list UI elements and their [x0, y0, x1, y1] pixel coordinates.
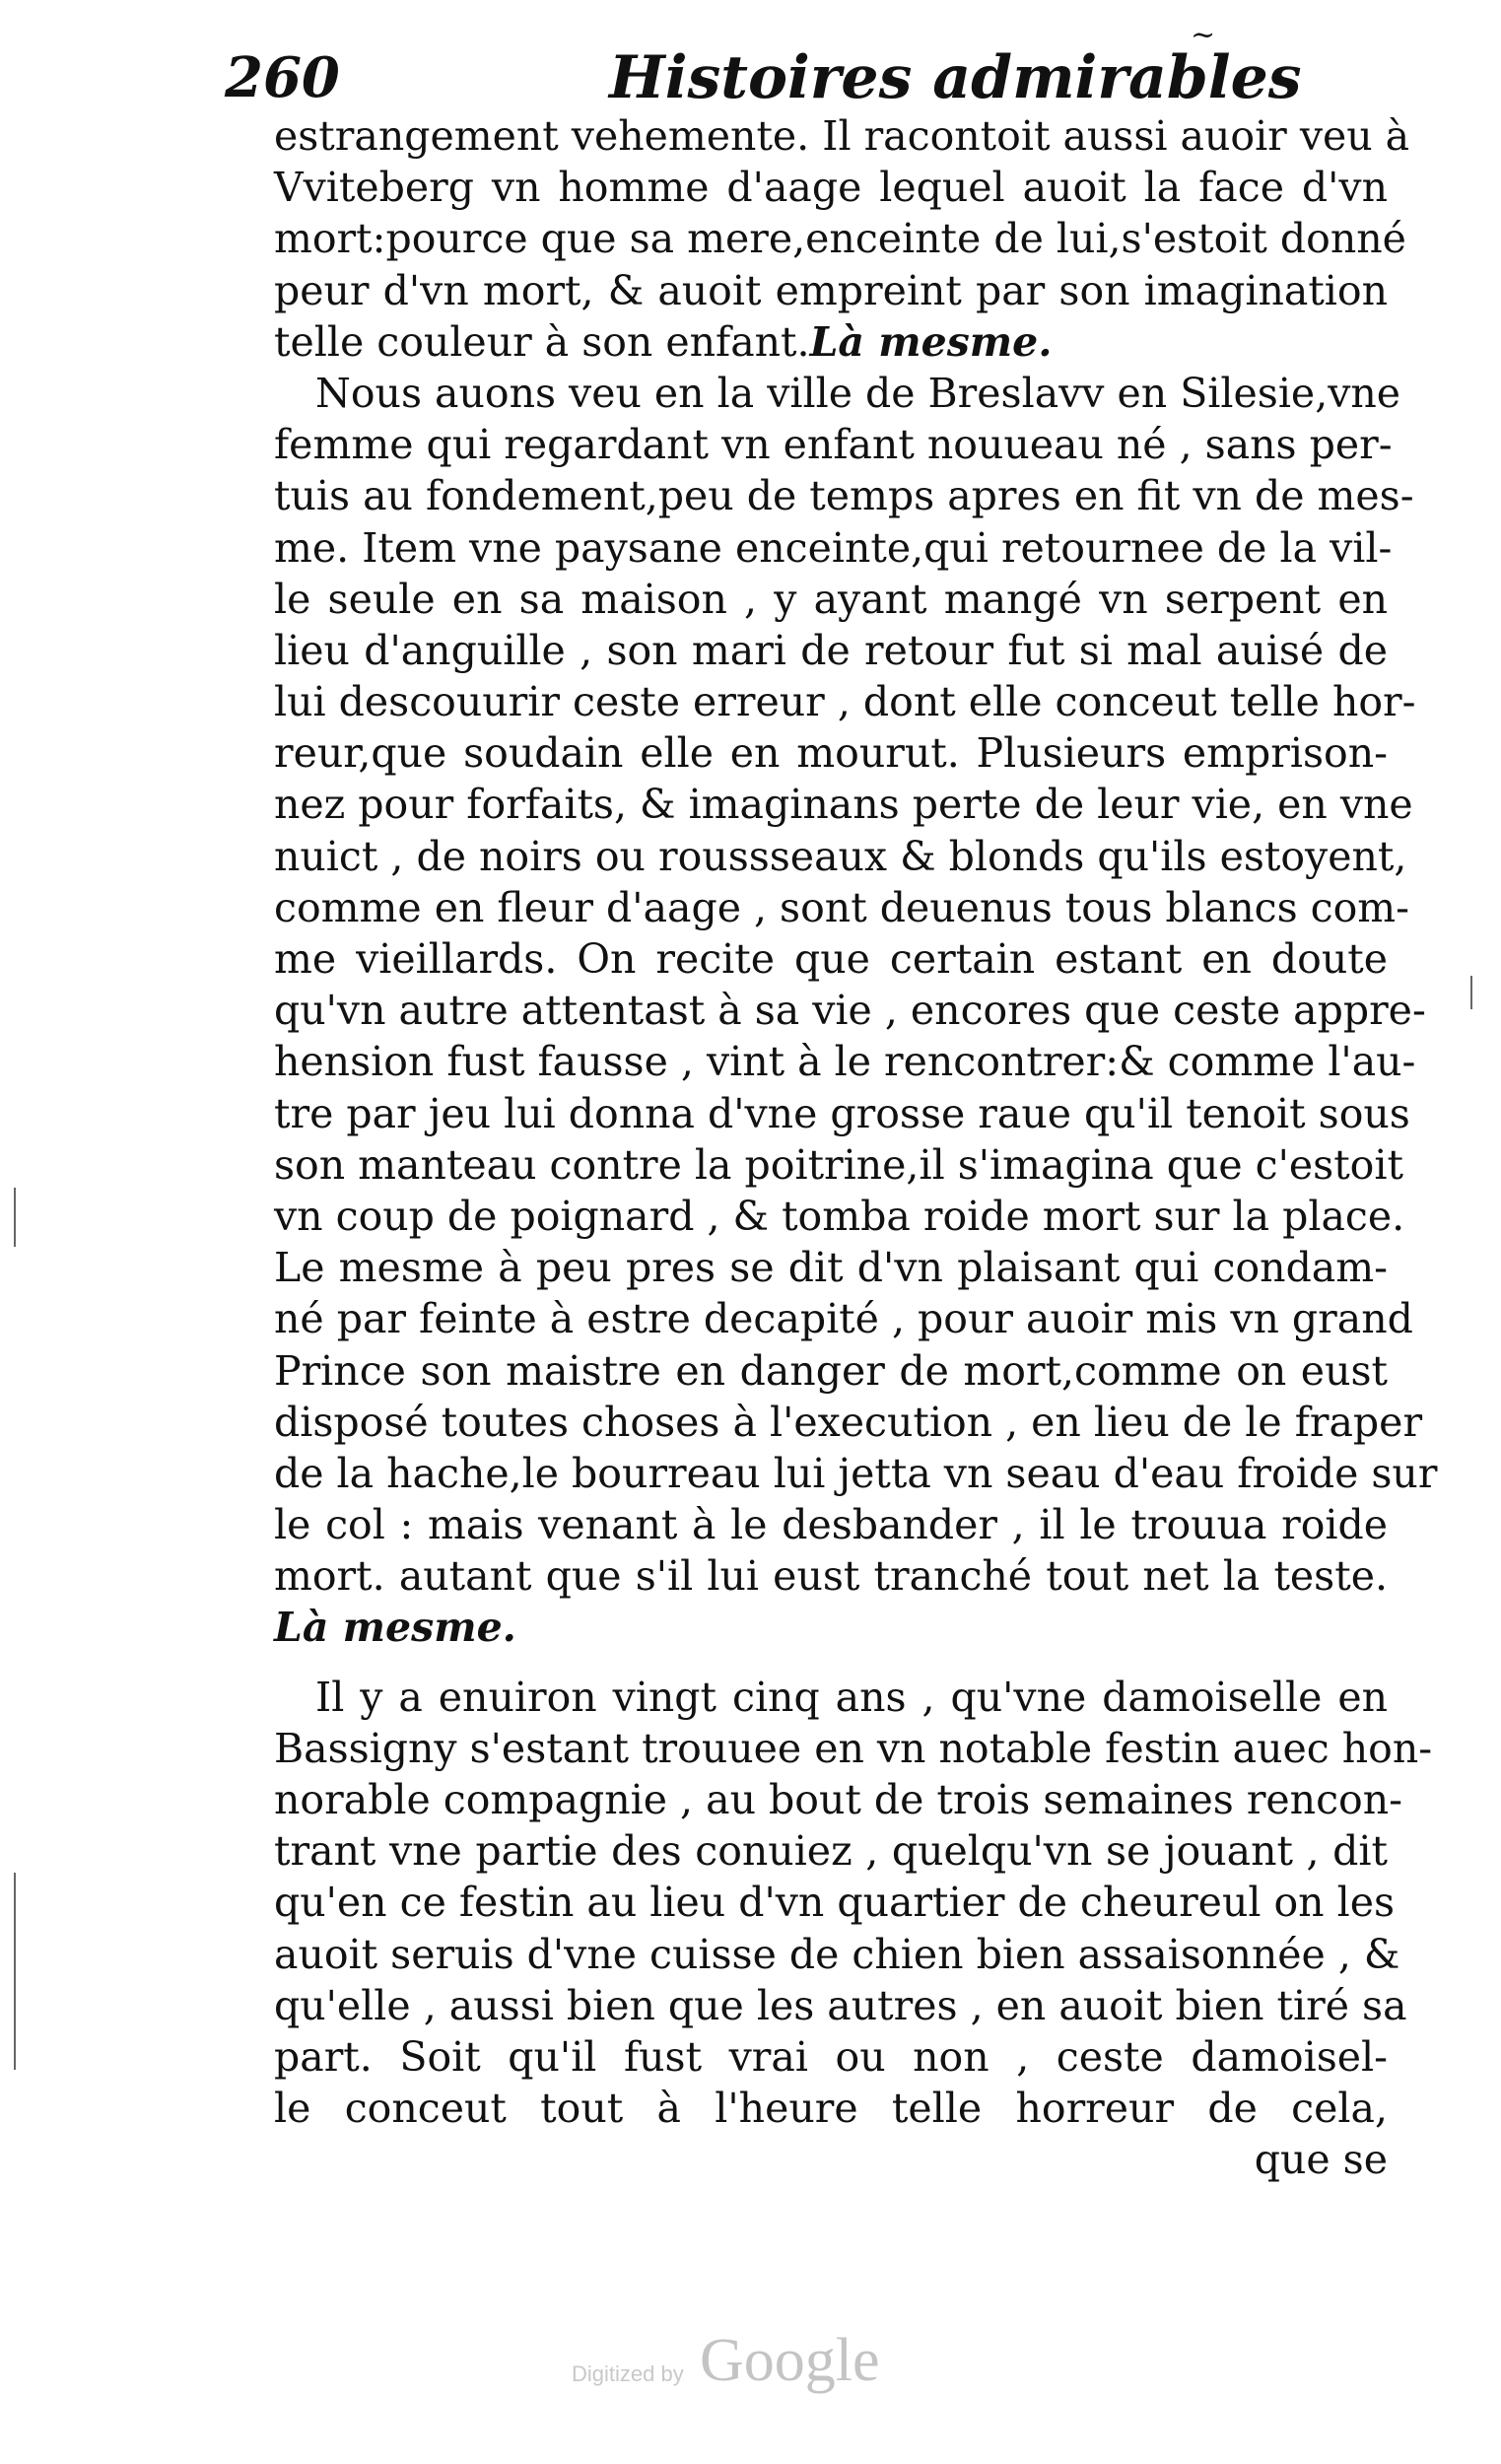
corner-mark: ~ — [1191, 18, 1216, 52]
text-line: norable compagnie , au bout de trois semaines rencon- — [274, 1776, 1402, 1823]
text-line: mort. autant que s'il lui eust tranché tout net la teste. — [274, 1552, 1388, 1601]
source-reference: Là mesme. — [809, 317, 1053, 366]
digitized-label: Digitized by — [572, 2361, 684, 2386]
catchword: que se — [1254, 2136, 1388, 2184]
text-line: me vieillards. On recite que certain estant en doute — [274, 935, 1388, 983]
text-line — [274, 316, 1388, 368]
text-line: nuict , de noirs ou roussseaux & blonds qu'ils estoyent, — [274, 832, 1407, 880]
text-line: le seule en sa maison , y ayant mangé vn serpent en — [274, 575, 1388, 623]
google-logo: Google — [700, 2327, 880, 2394]
text-line: Nous auons veu en la ville de Breslavv en Silesie,vne — [315, 369, 1401, 417]
text-line: de la hache,le bourreau lui jetta vn seau d'eau froide sur — [274, 1449, 1438, 1497]
digitization-watermark — [572, 2326, 926, 2405]
running-title: Histoires admirables — [609, 43, 1302, 112]
source-reference: Là mesme. — [274, 1604, 516, 1652]
text-line: Le mesme à peu pres se dit d'vn plaisant qui condam- — [274, 1244, 1388, 1292]
text-line: Il y a enuiron vingt cinq ans , qu'vne damoiselle en — [315, 1673, 1388, 1721]
text-line — [274, 1602, 1388, 1653]
text-fragment: telle couleur à son enfant. — [274, 317, 810, 366]
text-line: le conceut tout à l'heure telle horreur de cela, — [274, 2085, 1388, 2133]
scan-artifact-line — [14, 1188, 16, 1247]
text-line: part. Soit qu'il fust vrai ou non , ceste damoisel- — [274, 2032, 1388, 2081]
text-line: trant vne partie des conuiez , quelqu'vn se jouant , dit — [274, 1827, 1388, 1876]
text-line: Prince son maistre en danger de mort,comme on eust — [274, 1346, 1388, 1395]
text-line: le col : mais venant à le desbander , il le trouua roide — [274, 1501, 1388, 1549]
text-line: son manteau contre la poitrine,il s'imagina que c'estoit — [274, 1140, 1403, 1189]
text-line: qu'en ce festin au lieu d'vn quartier de cheureul on les — [274, 1879, 1396, 1927]
text-line: tuis au fondement,peu de temps apres en fit vn de mes- — [274, 472, 1414, 520]
page-header — [225, 18, 1388, 116]
paragraph-gap — [274, 1654, 1388, 1672]
text-line: Bassigny s'estant trouuee en vn notable festin auec hon- — [274, 1724, 1433, 1772]
text-line: hension fust fausse , vint à le rencontrer:& comme l'au- — [274, 1038, 1416, 1086]
text-line: Vviteberg vn homme d'aage lequel auoit la face d'vn — [274, 164, 1388, 212]
text-line: femme qui regardant vn enfant nouueau né , sans per- — [274, 421, 1393, 469]
text-line: lui descouurir ceste erreur , dont elle conceut telle hor- — [274, 678, 1416, 726]
text-line: peur d'vn mort, & auoit empreint par son imagination — [274, 266, 1388, 314]
text-line: né par feinte à estre decapité , pour auoir mis vn grand — [274, 1295, 1413, 1343]
page-number: 260 — [225, 45, 340, 110]
scan-artifact-line — [14, 1873, 16, 2070]
text-line: qu'elle , aussi bien que les autres , en auoit bien tiré sa — [274, 1981, 1407, 2029]
text-line: lieu d'anguille , son mari de retour fut si mal auisé de — [274, 626, 1388, 674]
text-line: comme en fleur d'aage , sont deuenus tous blancs com- — [274, 883, 1410, 931]
text-line: tre par jeu lui donna d'vne grosse raue qu'il tenoit sous — [274, 1089, 1410, 1137]
text-line: me. Item vne paysane enceinte,qui retournee de la vil- — [274, 523, 1393, 572]
paragraph-2 — [274, 368, 1438, 1654]
scan-artifact-line — [1470, 976, 1472, 1009]
text-line: vn coup de poignard , & tomba roide mort sur la place. — [274, 1192, 1405, 1240]
text-line: mort:pource que sa mere,enceinte de lui,s'estoit donné — [274, 215, 1406, 263]
paragraph-1 — [274, 110, 1410, 368]
paragraph-3 — [274, 1672, 1433, 2186]
body-text — [274, 110, 1438, 2186]
text-line: auoit seruis d'vne cuisse de chien bien assaisonnée , & — [274, 1930, 1400, 1978]
text-line: reur,que soudain elle en mourut. Plusieurs emprison- — [274, 729, 1388, 778]
text-line: nez pour forfaits, & imaginans perte de leur vie, en vne — [274, 781, 1413, 829]
text-line: disposé toutes choses à l'execution , en lieu de le fraper — [274, 1398, 1423, 1446]
text-line: qu'vn autre attentast à sa vie , encores que ceste appre- — [274, 987, 1426, 1035]
text-line: estrangement vehemente. Il racontoit aussi auoir veu à — [274, 112, 1410, 160]
